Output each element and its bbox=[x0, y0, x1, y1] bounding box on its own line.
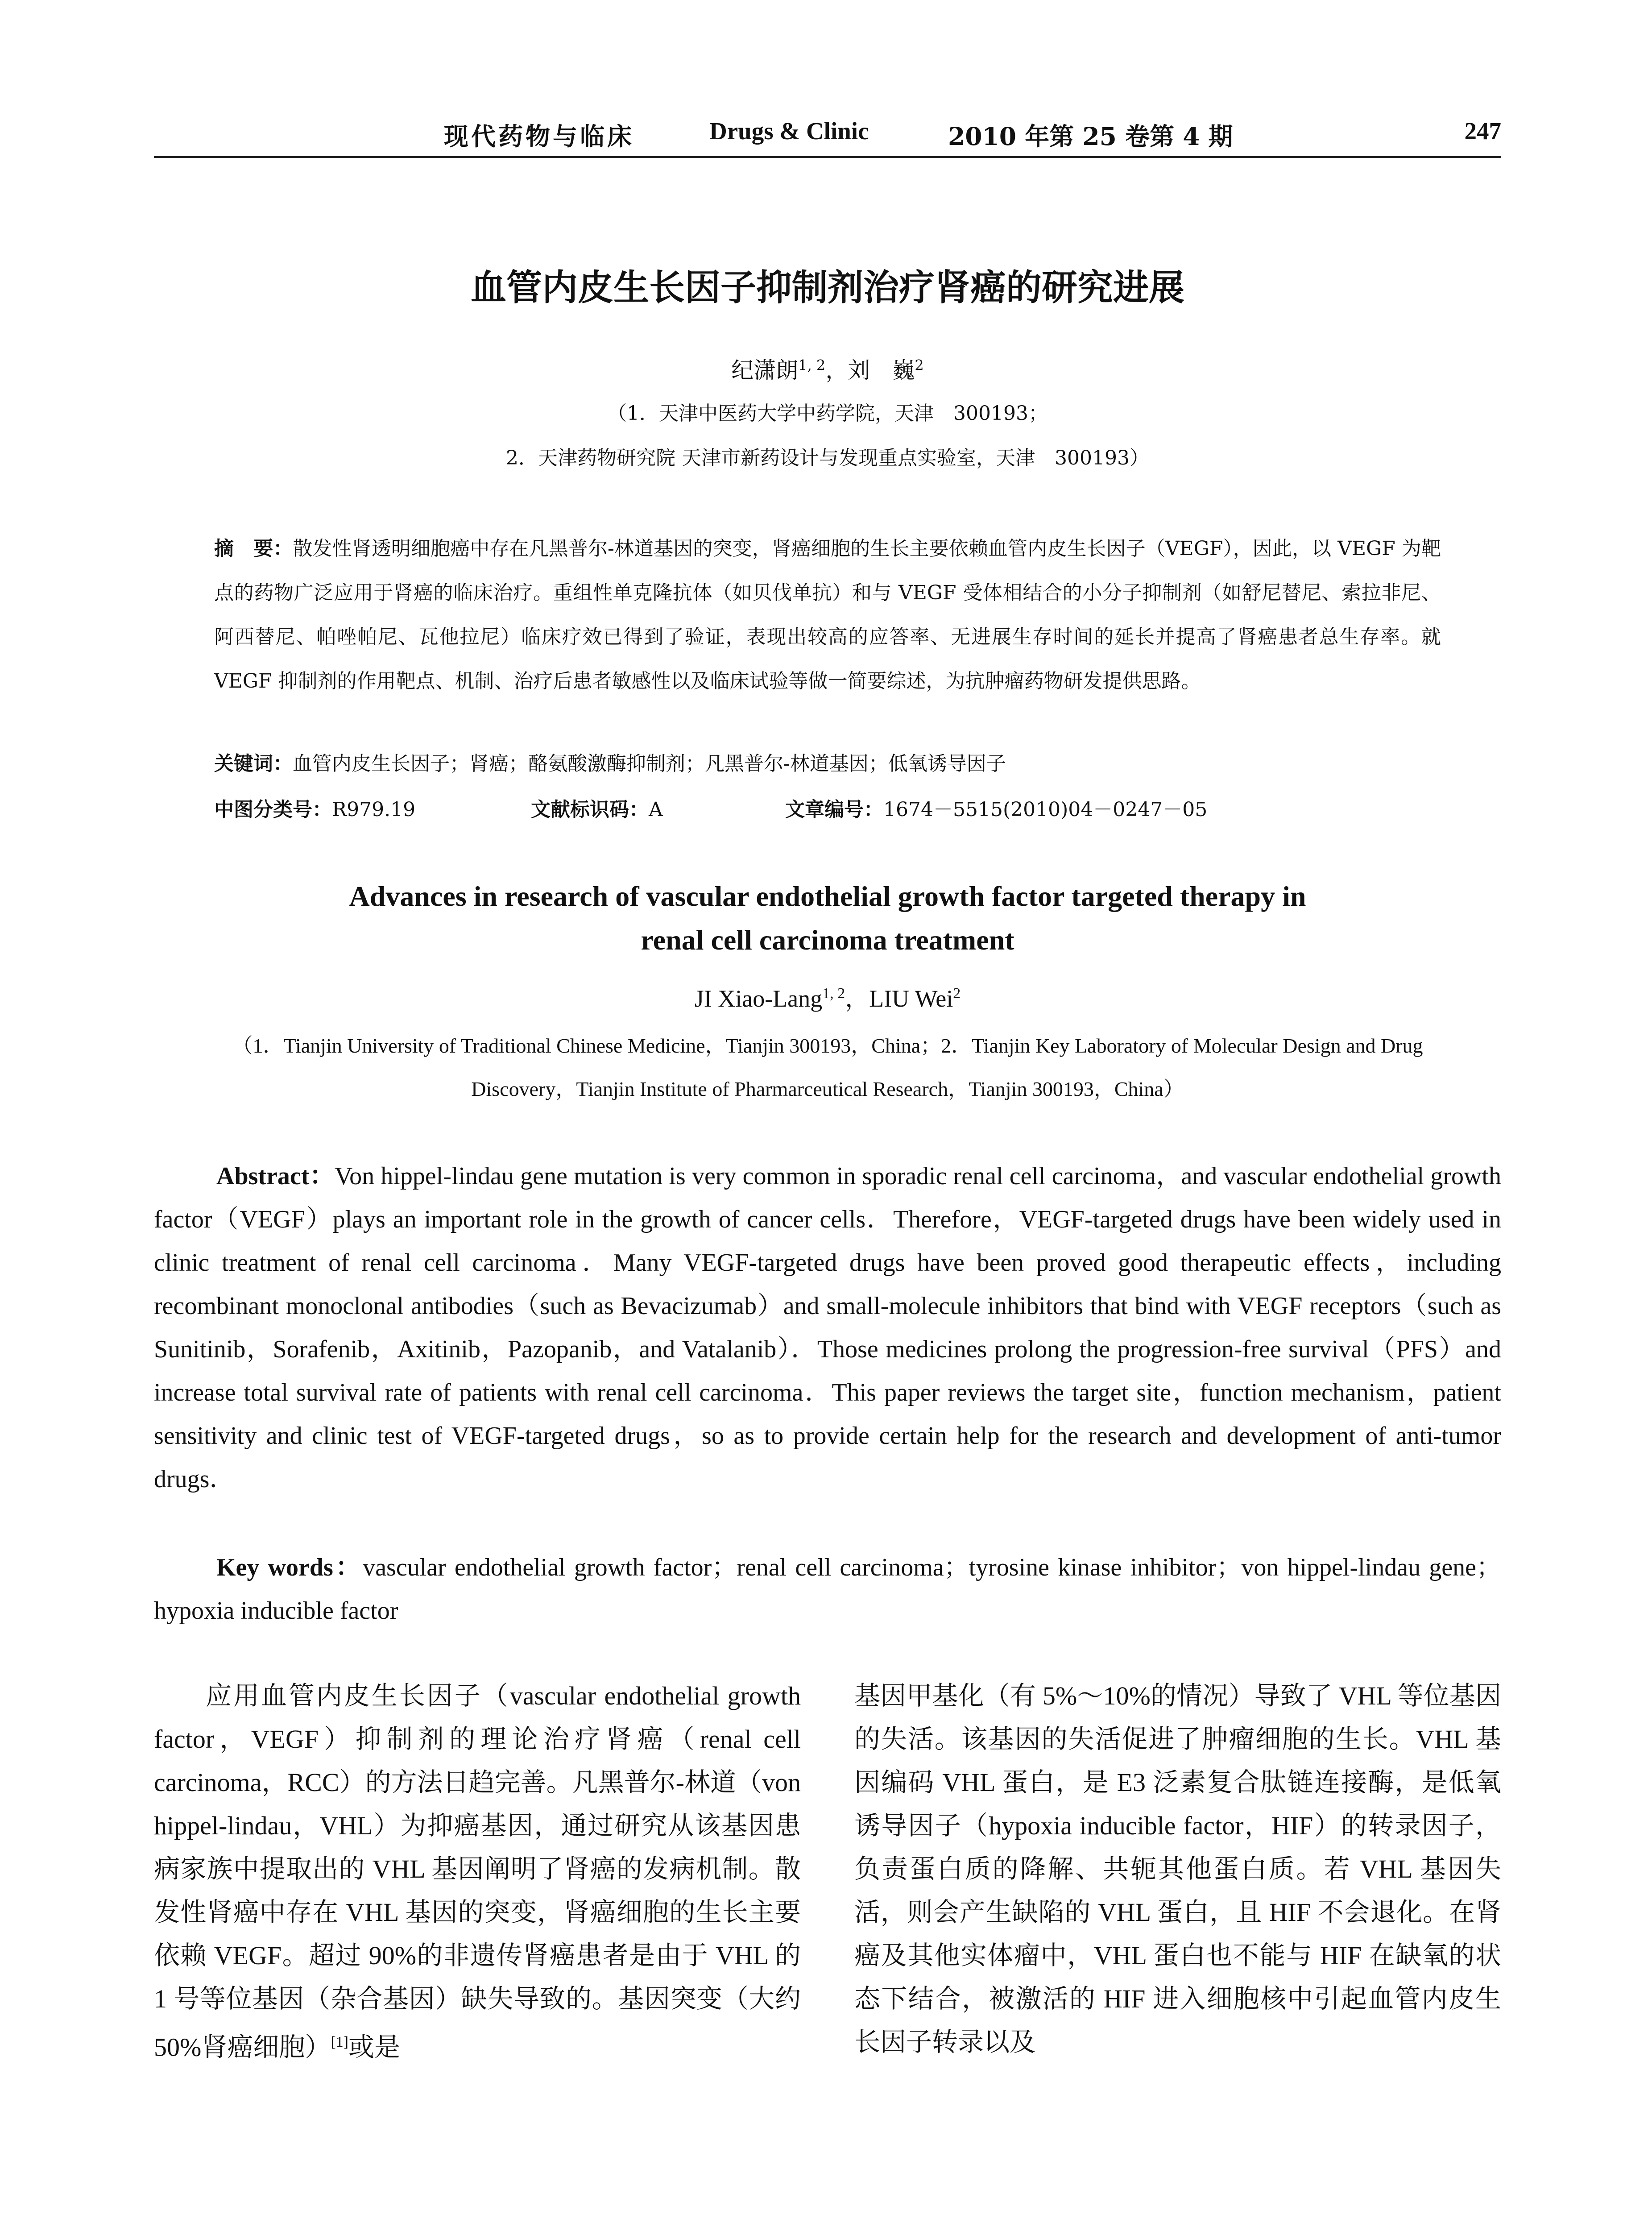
keywords-cn-text: 血管内皮生长因子；肾癌；酪氨酸激酶抑制剂；凡黑普尔-林道基因；低氧诱导因子 bbox=[293, 752, 1006, 775]
author-en-separator: ， bbox=[845, 985, 869, 1012]
article-value: 1674－5515(2010)04－0247－05 bbox=[883, 798, 1208, 821]
abstract-en-label: Abstract： bbox=[216, 1162, 335, 1190]
author-1-en-sup: 1, 2 bbox=[822, 985, 845, 1002]
volume-issue: 2010 年第 25 卷第 4 期 bbox=[948, 122, 1233, 151]
doc-label: 文献标识码： bbox=[531, 798, 649, 821]
keywords-cn-label: 关键词： bbox=[214, 752, 293, 775]
abstract-en bbox=[154, 1155, 1501, 1501]
authors-en bbox=[154, 979, 1501, 1014]
page-number: 247 bbox=[1464, 117, 1501, 145]
affiliation-cn-1: （1．天津中医药大学中药学院，天津 300193； bbox=[607, 402, 1048, 425]
body-column-right: 基因甲基化（有 5%～10%的情况）导致了 VHL 等位基因的失活。该基因的失活促进了肿瘤细胞的生长。VHL 基因编码 VHL 蛋白，是 E3 泛素复合肽链连接酶，是低氧诱导因子（hypoxia inducible factor，HIF）的转录因子，负责蛋白质的降解、共轭其他蛋白质。若 VHL 基因失活，则会产生缺陷的 VHL 蛋白，且 HIF 不会退化。在肾癌及其他实体瘤中，VHL 蛋白也不能与 HIF 在缺氧的状态下结合，被激活的 HIF 进入细胞核中引起血管内皮生长因子转录以及 bbox=[854, 1681, 1501, 2057]
author-2-affil-sup: 2 bbox=[915, 357, 924, 374]
clc-label: 中图分类号： bbox=[214, 798, 332, 821]
doc-value: A bbox=[649, 798, 663, 821]
keywords-en-label: Key words： bbox=[216, 1554, 363, 1581]
abstract-en-text: Von hippel-lindau gene mutation is very common in sporadic renal cell carcinoma，and vascular endothelial growth factor（VEGF）plays an important role in the growth of cancer cells．Therefore，VEGF-targeted drugs have been widely used in clinic treatment of renal cell carcinoma．Many VEGF-targeted drugs have been proved good therapeutic effects，including recombinant monoclonal antibodies（such as Bevacizumab）and small-molecule inhibitors that bind with VEGF receptors（such as Sunitinib，Sorafenib，Axitinib，Pazopanib，and Vatalanib）．Those medicines prolong the progression-free survival（PFS）and increase total survival rate of patients with renal cell carcinoma．This paper reviews the target site，function mechanism，patient sensitivity and clinic test of VEGF-targeted drugs，so as to provide certain help for the research and development of anti-tumor drugs． bbox=[154, 1162, 1501, 1493]
keywords-cn bbox=[214, 747, 1441, 776]
journal-name-cn: 现代药物与临床 bbox=[444, 122, 635, 151]
body-left-tail: 或是 bbox=[348, 2032, 400, 2062]
author-1-en: JI Xiao-Lang bbox=[694, 985, 823, 1012]
clc-number bbox=[214, 793, 415, 822]
article-meta-cn bbox=[214, 793, 1441, 820]
title-en-line-2: renal cell carcinoma treatment bbox=[641, 924, 1014, 956]
title-en-line-1: Advances in research of vascular endothelial growth factor targeted therapy in bbox=[349, 880, 1306, 912]
document-code bbox=[531, 793, 663, 822]
author-1-affil-sup: 1, 2 bbox=[798, 357, 826, 374]
abstract-cn-text: 散发性肾透明细胞癌中存在凡黑普尔-林道基因的突变，肾癌细胞的生长主要依赖血管内皮生长因子（VEGF），因此，以 VEGF 为靶点的药物广泛应用于肾癌的临床治疗。重组性单克隆抗体（如贝伐单抗）和与 VEGF 受体相结合的小分子抑制剂（如舒尼替尼、索拉非尼、阿西替尼、帕唑帕尼、瓦他拉尼）临床疗效已得到了验证，表现出较高的应答率、无进展生存时间的延长并提高了肾癌患者总生存率。就 VEGF 抑制剂的作用靶点、机制、治疗后患者敏感性以及临床试验等做一简要综述，为抗肿瘤药物研发提供思路。 bbox=[214, 537, 1441, 693]
body-left-text: 应用血管内皮生长因子（vascular endothelial growth factor，VEGF）抑制剂的理论治疗肾癌（renal cell carcinoma，RCC）的方法日趋完善。凡黑普尔-林道（von hippel-lindau，VHL）为抑癌基因，通过研究从该基因患病家族中提取出的 VHL 基因阐明了肾癌的发病机制。散发性肾癌中存在 VHL 基因的突变，肾癌细胞的生长主要依赖 VEGF。超过 90%的非遗传肾癌患者是由于 VHL 的 1 号等位基因（杂合基因）缺失导致的。基因突变（大约 50%肾癌细胞） bbox=[154, 1681, 801, 2062]
clc-value: R979.19 bbox=[332, 798, 416, 821]
body-column-left bbox=[154, 1674, 801, 2069]
keywords-en-text: vascular endothelial growth factor；renal cell carcinoma；tyrosine kinase inhibitor；von hippel-lindau gene；hypoxia inducible factor bbox=[154, 1554, 1501, 1625]
running-header bbox=[154, 117, 1501, 153]
author-separator: ， bbox=[825, 357, 848, 383]
journal-name-en: Drugs & Clinic bbox=[709, 117, 869, 145]
author-1-cn: 纪潇朗 bbox=[731, 357, 799, 383]
keywords-en bbox=[154, 1546, 1501, 1633]
abstract-cn-label: 摘 要： bbox=[214, 537, 293, 560]
affiliation-cn-2: 2．天津药物研究院 天津市新药设计与发现重点实验室，天津 300193） bbox=[506, 447, 1149, 469]
abstract-cn bbox=[214, 527, 1441, 703]
authors-cn bbox=[154, 352, 1501, 385]
title-en bbox=[154, 875, 1501, 962]
header-rule bbox=[154, 156, 1501, 158]
affiliations-en: （1．Tianjin University of Traditional Chinese Medicine，Tianjin 300193，China；2．Tianjin Key Laboratory of Molecular Design and Drug Discovery，Tianjin Institute of Pharmarceutical Research，Tianjin 300193，China） bbox=[232, 1034, 1423, 1100]
citation-ref-1: [1] bbox=[331, 2034, 348, 2050]
article-number bbox=[785, 793, 1207, 822]
author-2-en-sup: 2 bbox=[953, 985, 961, 1002]
author-2-en: LIU Wei bbox=[869, 985, 953, 1012]
article-label: 文章编号： bbox=[785, 798, 883, 821]
title-cn: 血管内皮生长因子抑制剂治疗肾癌的研究进展 bbox=[471, 267, 1184, 308]
author-2-cn: 刘 巍 bbox=[848, 357, 915, 383]
